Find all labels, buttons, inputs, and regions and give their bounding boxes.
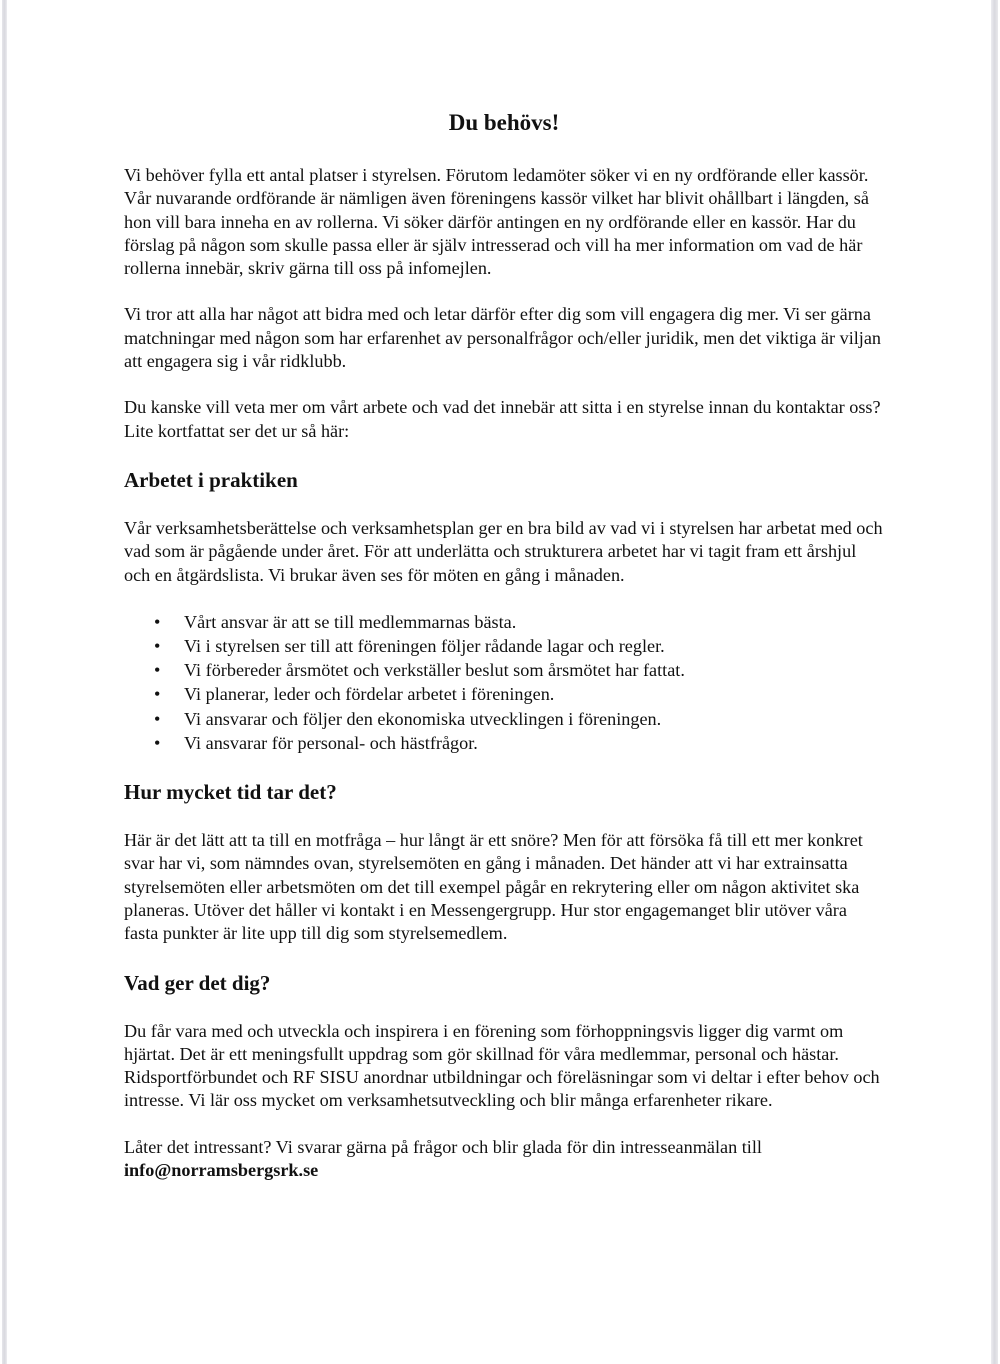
closing-paragraph — [124, 1136, 884, 1183]
bullet-icon: • — [154, 636, 161, 657]
list-item — [124, 634, 884, 658]
list-item-text: Vi ansvarar för personal- och hästfrågor. — [184, 732, 478, 753]
list-item — [124, 658, 884, 682]
section-arbetet-i-praktiken — [124, 466, 884, 755]
document-title: Du behövs! — [448, 110, 560, 135]
list-item — [124, 610, 884, 634]
bullet-icon: • — [154, 708, 161, 729]
bullet-icon: • — [154, 732, 161, 753]
list-item-text: Vi i styrelsen ser till att föreningen följer rådande lagar och regler. — [184, 636, 665, 657]
list-item-text: Vi ansvarar och följer den ekonomiska utvecklingen i föreningen. — [184, 708, 662, 729]
list-item — [124, 682, 884, 706]
intro-paragraph-2: Vi tror att alla har något att bidra med och letar därför efter dig som vill engagera dig mer. Vi ser gärna matchningar med någon som har erfarenhet av personalfrågor och/eller juridik, men det viktiga är viljan att engagera sig i vår ridklubb. — [124, 304, 882, 372]
list-item — [124, 707, 884, 731]
bullet-icon: • — [154, 684, 161, 705]
page-edge-left — [2, 0, 7, 1364]
intro-paragraph-1: Vi behöver fylla ett antal platser i styrelsen. Förutom ledamöter söker vi en ny ordförande eller kassör. Vår nuvarande ordförande är nämligen även föreningens kassör vilket har blivit ohållbart i längden, så hon vill bara inneha en av rollerna. Vi söker därför antingen en ny ordförande eller en kassör. Har du förslag på någon som skulle passa eller är själv intresserad och vill ha mer information om vad de här rollerna innebär, skriv gärna till oss på infomejlen. — [124, 165, 869, 279]
list-item-text: Vi förbereder årsmötet och verkställer beslut som årsmötet har fattat. — [184, 660, 685, 681]
bullet-icon: • — [154, 660, 161, 681]
section-heading: Hur mycket tid tar det? — [124, 780, 337, 805]
list-item — [124, 731, 884, 755]
section-paragraph: Du får vara med och utveckla och inspirera i en förening som förhoppningsvis ligger dig varmt om hjärtat. Det är ett meningsfullt uppdrag som gör skillnad för våra medlemmar, personal och hästar. Ridsportförbundet och RF SISU anordnar utbildningar och föreläsningar som vi deltar i efter behov och intresse. Vi lär oss mycket om verksamhetsutveckling och blir många erfarenheter rikare. — [124, 1020, 880, 1111]
list-item-text: Vårt ansvar är att se till medlemmarnas bästa. — [184, 611, 517, 632]
closing-text: Låter det intressant? Vi svarar gärna på frågor och blir glada för din intresseanmälan till — [124, 1136, 762, 1157]
section-heading: Arbetet i praktiken — [124, 467, 298, 492]
section-heading: Vad ger det dig? — [124, 970, 271, 995]
section-vad-ger-det-dig — [124, 969, 884, 1113]
bullet-icon: • — [154, 611, 161, 632]
section-paragraph: Här är det lätt att ta till en motfråga – hur långt är ett snöre? Men för att försöka få till ett mer konkret svar har vi, som nämndes ovan, styrelsemöten en gång i månaden. Det händer att vi har extrainsatta styrelsemöten eller arbetsmöten om det till exempel pågår en rekrytering eller om någon aktivitet ska planeras. Utöver det håller vi kontakt i en Messengergrupp. Hur stor engagemanget blir utöver våra fasta punkter är lite upp till dig som styrelsemedlem. — [124, 830, 863, 944]
page-edge-right — [991, 0, 998, 1364]
section-hur-mycket-tid — [124, 778, 884, 945]
responsibilities-list — [124, 610, 884, 755]
section-paragraph: Vår verksamhetsberättelse och verksamhetsplan ger en bra bild av vad vi i styrelsen har arbetat med och vad som är pågående under året. För att underlätta och strukturera arbetet har vi tagit fram ett årshjul och en åtgärdslista. Vi brukar även ses för möten en gång i månaden. — [124, 517, 883, 585]
list-item-text: Vi planerar, leder och fördelar arbetet i föreningen. — [184, 684, 555, 705]
intro-paragraph-3: Du kanske vill veta mer om vårt arbete och vad det innebär att sitta i en styrelse innan du kontaktar oss? Lite kortfattat ser det ur så här: — [124, 397, 881, 441]
document-body — [124, 108, 884, 1205]
contact-email: info@norramsbergsrk.se — [124, 1160, 319, 1181]
